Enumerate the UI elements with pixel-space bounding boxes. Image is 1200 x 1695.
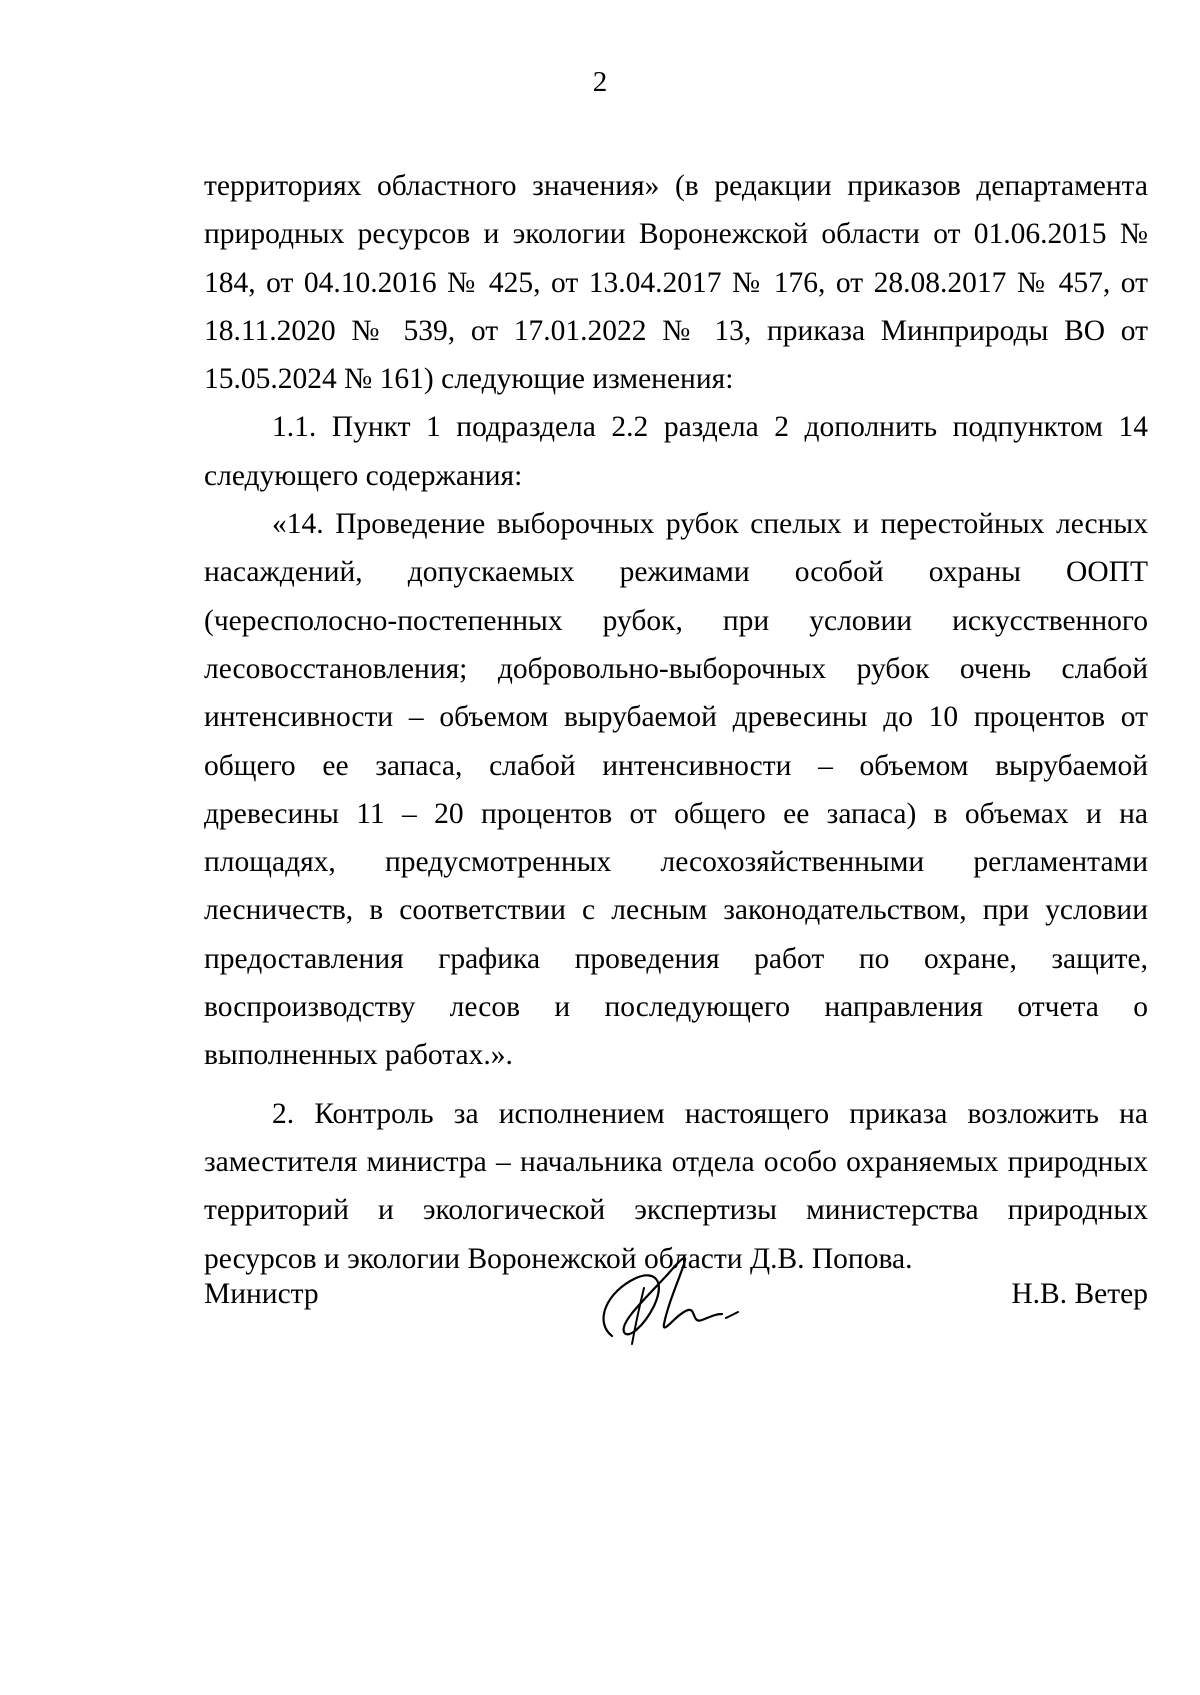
- signatory-title: Министр: [204, 1278, 319, 1310]
- paragraph-item-2: 2. Контроль за исполнением настоящего приказа возложить на заместителя министра – начальника отдела особо охраняемых природных территорий и экологической экспертизы министерства природных ресурсов и экологии Воронежской области Д.В. Попова.: [204, 1097, 1148, 1275]
- page-number: 2: [592, 66, 608, 98]
- signatory-name: Н.В. Ветер: [1011, 1278, 1148, 1310]
- paragraph-gap: [204, 1080, 1148, 1090]
- signature-block: [204, 1262, 1148, 1382]
- paragraph-item-1-1: 1.1. Пункт 1 подраздела 2.2 раздела 2 дополнить подпунктом 14 следующего содержания:: [204, 411, 1148, 492]
- document-body: [204, 162, 1148, 1283]
- paragraph-continuation: территориях областного значения» (в редакции приказов департамента природных ресурсов и экологии Воронежской области от 01.06.2015 № 184, от 04.10.2016 № 425, от 13.04.2017 № 176, от 28.08.2017 № 457, от 18.11.2020 № 539, от 17.01.2022 № 13, приказа Минприроды ВО от 15.05.2024 № 161) следующие изменения:: [204, 170, 1148, 396]
- paragraph-subitem-14: «14. Проведение выборочных рубок спелых и перестойных лесных насаждений, допускаемых режимами особой охраны ООПТ (чересполосно-постепенных рубок, при условии искусственного лесовосстановления; добровольно-выборочных рубок очень слабой интенсивности – объемом вырубаемой древесины до 10 процентов от общего ее запаса, слабой интенсивности – объемом вырубаемой древесины 11 – 20 процентов от общего ее запаса) в объемах и на площадях, предусмотренных лесохозяйственными регламентами лесничеств, в соответствии с лесным законодательством, при условии предоставления графика проведения работ по охране, защите, воспроизводству лесов и последующего направления отчета о выполненных работах.».: [204, 508, 1148, 1072]
- handwritten-signature: [584, 1244, 764, 1364]
